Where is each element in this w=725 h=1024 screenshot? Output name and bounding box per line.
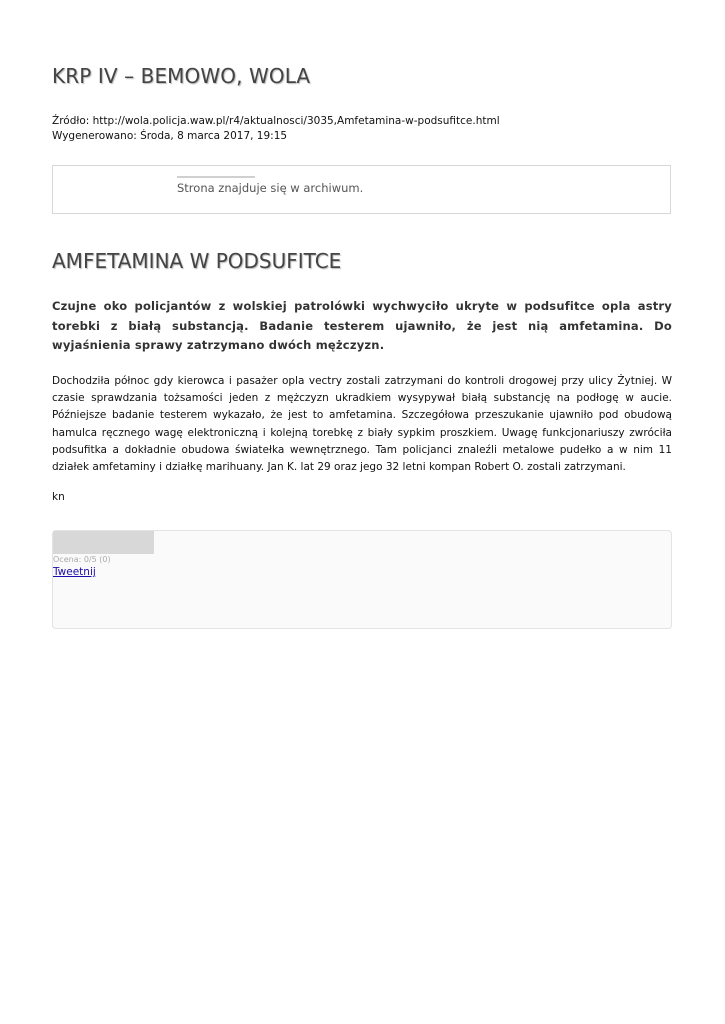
rating-stars-bar[interactable] (53, 531, 154, 554)
article-signature: kn (52, 491, 65, 503)
source-url: Źródło: http://wola.policja.waw.pl/r4/aktualnosci/3035,Amfetamina-w-podsufitce.html (52, 115, 500, 127)
site-title: KRP IV – BEMOWO, WOLA (52, 64, 311, 88)
rating-panel (52, 530, 672, 629)
article-title: AMFETAMINA W PODSUFITCE (52, 249, 342, 273)
rating-score: Ocena: 0/5 (0) (53, 555, 111, 564)
article-body: Dochodziła północ gdy kierowca i pasażer opla vectry zostali zatrzymani do kontroli drogowej przy ulicy Żytniej. W czasie sprawdzania tożsamości jeden z mężczyzn ukradkiem wysypywał białą substancję na podłogę w aucie. Późniejsze badanie testerem wykazało, że jest to amfetamina. Szczegółowa przeszukanie ujawniło pod obudową hamulca ręcznego wagę elektroniczną i kolejną torebkę z biały sypkim proszkiem. Uwagę funkcjonariuszy zwróciła podsufitka a dokładnie obudowa światełka wewnętrznego. Tam policjanci znaleźli metalowe pudełko a w nim 11 działek amfetaminy i działkę marihuany. Jan K. lat 29 oraz jego 32 letni kompan Robert O. zostali zatrzymani. (52, 375, 672, 474)
archive-divider (177, 176, 255, 178)
archive-notice (52, 165, 671, 214)
archive-notice-text: Strona znajduje się w archiwum. (177, 181, 364, 195)
tweet-link[interactable]: Tweetnij (53, 566, 96, 578)
article-lead: Czujne oko policjantów z wolskiej patrolówki wychwyciło ukryte w podsufitce opla astry torebki z białą substancją. Badanie testerem ujawniło, że jest nią amfetamina. Do wyjaśnienia sprawy zatrzymano dwóch mężczyzn. (52, 299, 672, 352)
generated-date: Wygenerowano: Środa, 8 marca 2017, 19:15 (52, 130, 288, 142)
document-meta (52, 114, 500, 144)
